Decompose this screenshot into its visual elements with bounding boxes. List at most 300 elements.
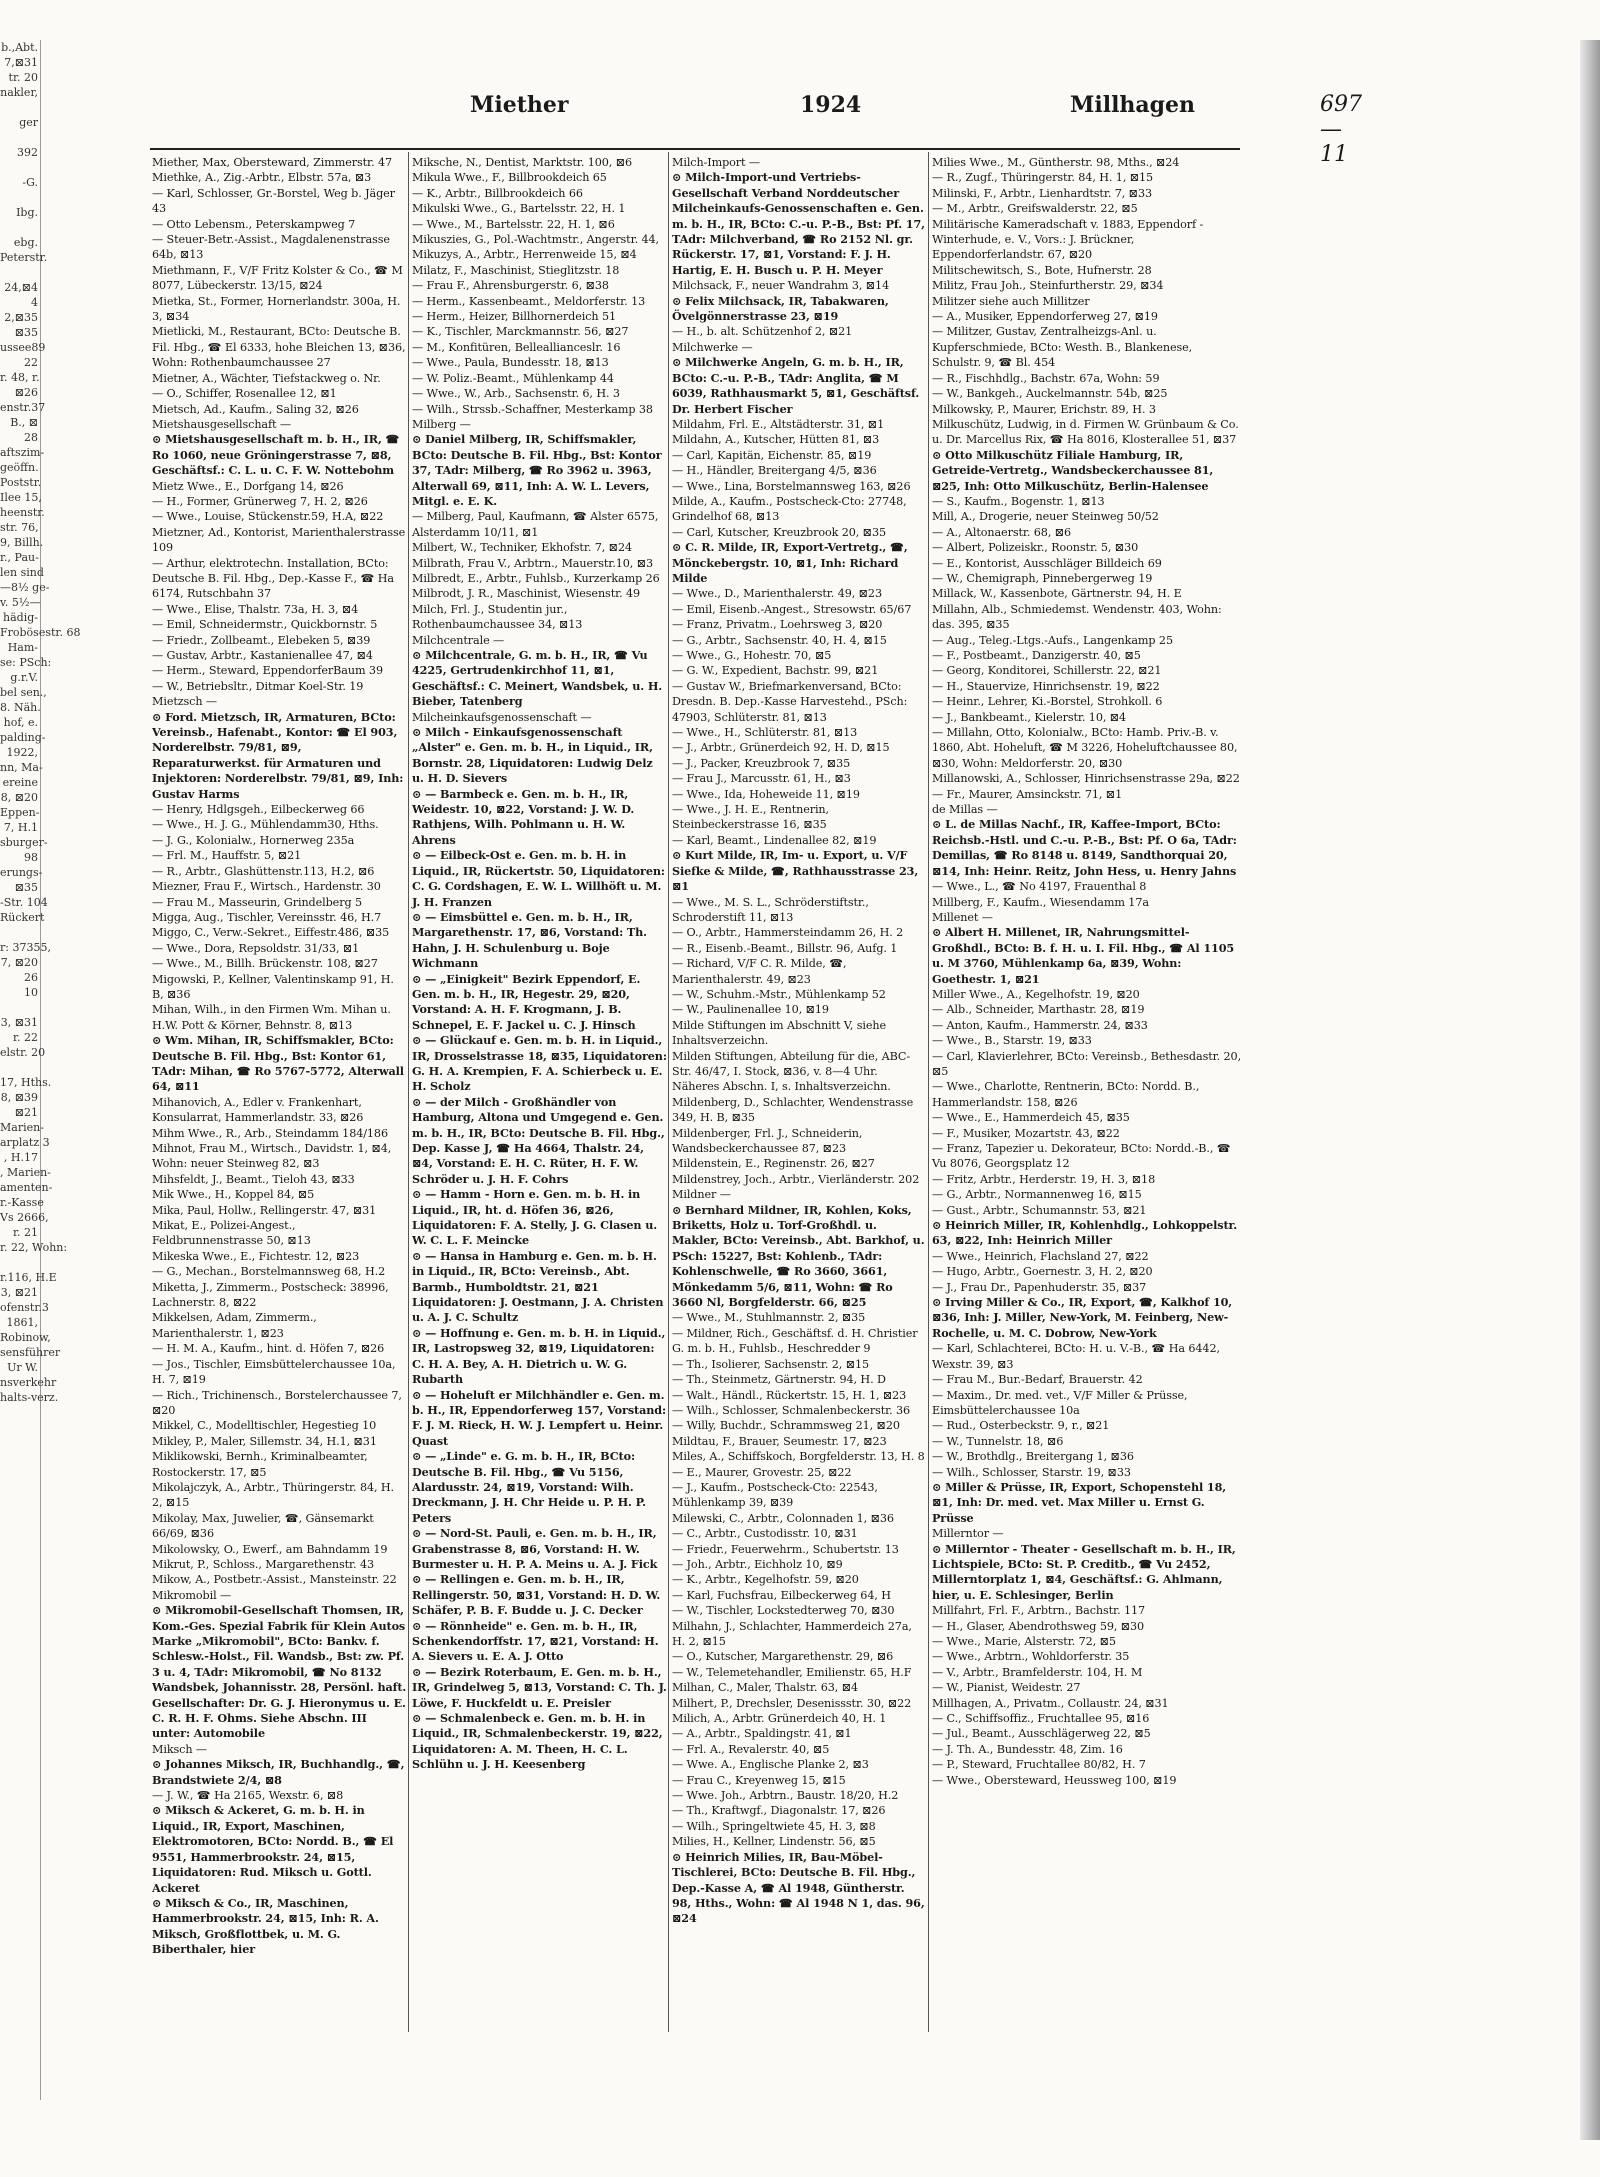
directory-entry: — J., Frau Dr., Papenhuderstr. 35, ⊠37 xyxy=(932,1280,1147,1294)
directory-entry: — O., Kutscher, Margarethenstr. 29, ⊠6 xyxy=(672,1650,894,1664)
directory-entry: — W. Poliz.-Beamt., Mühlenkamp 44 xyxy=(412,371,614,385)
directory-entry: — Richard, V/F C. R. Milde, ☎, Marienthalerstr. 49, ⊠23 xyxy=(672,957,847,986)
edge-fragment: 8, ⊠39 xyxy=(0,1091,38,1104)
directory-entry: ⊙ — „Linde" e. G. m. b. H., IR, BCto: Deutsche B. Fil. Hbg., ☎ Vu 5156, Alardusstr. 24, ⊠19, Vorstand: Wilh. Dreckmann, J. H. Chr Heide u. P. H. P. Peters xyxy=(412,1449,646,1525)
directory-entry: — W., Bankgeh., Auckelmannstr. 54b, ⊠25 xyxy=(932,387,1168,401)
directory-entry: Miezner, Frau F., Wirtsch., Hardenstr. 30 xyxy=(152,880,381,894)
edge-fragment: 7, ⊠20 xyxy=(0,956,38,969)
directory-entry: — Frau M., Bur.-Bedarf, Brauerstr. 42 xyxy=(932,1373,1143,1387)
directory-entry: — W., Betriebsltr., Ditmar Koel-Str. 19 xyxy=(152,679,364,693)
directory-entry: — Maxim., Dr. med. vet., V/F Miller & Prüsse, Eimsbüttelerchaussee 10a xyxy=(932,1388,1188,1417)
directory-entry: ⊙ C. R. Milde, IR, Export-Vertretg., ☎, Mönckebergstr. 10, ⊠1, Inh: Richard Milde xyxy=(672,540,908,585)
edge-fragment: v. 5½— xyxy=(0,596,41,609)
edge-fragment: 9, Billh. xyxy=(0,536,44,549)
directory-entry: — F., Postbeamt., Danzigerstr. 40, ⊠5 xyxy=(932,649,1141,662)
edge-fragment: nakler, xyxy=(0,86,38,99)
edge-fragment: 4 xyxy=(31,296,38,309)
directory-entry: — K., Arbtr., Kegelhofstr. 59, ⊠20 xyxy=(672,1573,859,1587)
directory-entry: — P., Steward, Fruchtallee 80/82, H. 7 xyxy=(932,1758,1146,1772)
directory-entry: Miether, Max, Obersteward, Zimmerstr. 47 xyxy=(152,156,393,169)
directory-entry: — W., Pianist, Weidestr. 27 xyxy=(932,1681,1081,1695)
directory-entry: ⊙ — Rellingen e. Gen. m. b. H., IR, Rellingerstr. 50, ⊠31, Vorstand: H. D. W. Schäfer, P. B. F. Budde u. J. C. Decker xyxy=(412,1572,661,1618)
header-rule xyxy=(150,148,1240,150)
directory-entry: — V., Arbtr., Bramfelderstr. 104, H. M xyxy=(932,1665,1143,1679)
directory-entry: — Wwe., Obersteward, Heussweg 100, ⊠19 xyxy=(932,1773,1177,1787)
directory-entry: — Steuer-Betr.-Assist., Magdalenenstrasse 64b, ⊠13 xyxy=(152,233,390,262)
directory-entry: — Wwe., D., Marienthalerstr. 49, ⊠23 xyxy=(672,587,882,601)
edge-fragment: 7,⊠31 xyxy=(4,56,38,69)
edge-fragment: heenstr. xyxy=(0,506,45,519)
directory-entry: — Wilh., Strssb.-Schaffner, Mesterkamp 38 xyxy=(412,402,653,416)
directory-entry: — H., Stauervize, Hinrichsenstr. 19, ⊠22 xyxy=(932,679,1160,693)
directory-entry: — H., Glaser, Abendrothsweg 59, ⊠30 xyxy=(932,1619,1145,1633)
directory-entry: Mihm Wwe., R., Arb., Steindamm 184/186 xyxy=(152,1126,388,1140)
directory-entry: ⊙ — Eilbeck-Ost e. Gen. m. b. H. in Liquid., IR, Rückertstr. 50, Liquidatoren: C. G. Cordshagen, E. W. L. Willhöft u. M. J. H. Franzen xyxy=(412,848,665,909)
edge-fragment: ussee89 xyxy=(0,341,46,354)
directory-entry: — Wwe., J. H. E., Rentnerin, Steinbeckerstrasse 16, ⊠35 xyxy=(672,803,829,832)
directory-entry: — Wwe., M. S. L., Schröderstiftstr., Schroderstift 11, ⊠13 xyxy=(672,895,869,924)
edge-fragment: B., ⊠ xyxy=(10,416,38,429)
directory-entry: Mildahn, A., Kutscher, Hütten 81, ⊠3 xyxy=(672,433,880,447)
edge-fragment xyxy=(0,130,40,145)
edge-fragment: 7, H.1 xyxy=(3,821,38,834)
directory-entry: — A., Altonaerstr. 68, ⊠6 xyxy=(932,525,1072,539)
directory-entry: — Karl, Schlachterei, BCto: H. u. V.-B., ☎ Ha 6442, Wexstr. 39, ⊠3 xyxy=(932,1342,1220,1371)
edge-fragment: r.116, H.E xyxy=(0,1271,57,1284)
directory-entry: Miksche, N., Dentist, Marktstr. 100, ⊠6 xyxy=(412,156,632,169)
directory-entry: ⊙ Milchcentrale, G. m. b. H., IR, ☎ Vu 4225, Gertrudenkirchhof 11, ⊠1, Geschäftsf.: C. Meinert, Wandsbek, u. H. Bieber, Tatenberg xyxy=(412,648,663,709)
page-number: 697—11 xyxy=(1320,92,1362,167)
directory-entry: Milatz, F., Maschinist, Stieglitzstr. 18 xyxy=(412,263,620,277)
directory-entry: ⊙ Wm. Mihan, IR, Schiffsmakler, BCto: Deutsche B. Fil. Hbg., Bst: Kontor 61, TAdr: Mihan, ☎ Ro 5767-5772, Alterwall 64, ⊠11 xyxy=(152,1033,404,1094)
edge-fragment: ereine xyxy=(2,776,38,789)
directory-entry: — Carl, Klavierlehrer, BCto: Vereinsb., Bethesdastr. 20, ⊠5 xyxy=(932,1049,1242,1078)
previous-page-edge xyxy=(0,40,81,2100)
directory-entry: Miksch — xyxy=(152,1742,207,1756)
edge-fragment: -Str. 104 xyxy=(0,896,48,909)
directory-entry: ⊙ Daniel Milberg, IR, Schiffsmakler, BCto: Deutsche B. Fil. Hbg., Bst: Kontor 37, TAdr: Milberg, ☎ Ro 3962 u. 3963, Alterwall 69, ⊠11, Inh: A. W. L. Levers, Mitgl. e. E. K. xyxy=(412,432,662,508)
directory-entry: ⊙ — Nord-St. Pauli, e. Gen. m. b. H., IR, Grabenstrasse 8, ⊠6, Vorstand: H. W. Burmester u. H. P. A. Meins u. A. J. Fick xyxy=(412,1526,658,1571)
directory-entry: Migga, Aug., Tischler, Vereinsstr. 46, H.7 xyxy=(152,910,382,924)
directory-entry: — Otto Lebensm., Peterskampweg 7 xyxy=(152,217,356,231)
edge-fragment: ⊠35 xyxy=(14,881,38,894)
directory-entry: — M., Konfitüren, Belleallianceslr. 16 xyxy=(412,340,621,354)
directory-entry: — Militzer, Gustav, Zentralheizgs-Anl. u. Kupferschmiede, BCto: Westh. B., Blankenese, Schulstr. 9, ☎ Bl. 454 xyxy=(932,325,1193,370)
directory-entry: — Wwe., W., Arb., Sachsenstr. 6, H. 3 xyxy=(412,387,620,401)
directory-column-2 xyxy=(412,155,667,2030)
directory-entry: — Heinr., Lehrer, Ki.-Borstel, Strohkoll. 6 xyxy=(932,695,1163,709)
directory-entry: — H., b. alt. Schützenhof 2, ⊠21 xyxy=(672,325,853,339)
directory-entry: Mikolajczyk, A., Arbtr., Thüringerstr. 84, H. 2, ⊠15 xyxy=(152,1480,395,1510)
edge-fragment: hof, e. xyxy=(3,716,38,729)
directory-entry: — Fr., Maurer, Amsinckstr. 71, ⊠1 xyxy=(932,787,1123,801)
directory-entry: Milde Stiftungen im Abschnitt V, siehe Inhaltsverzeichn. xyxy=(672,1018,887,1048)
directory-entry: — K., Arbtr., Billbrookdeich 66 xyxy=(412,186,583,200)
directory-entry: Milchcentrale — xyxy=(412,633,505,647)
edge-fragment: ⊠26 xyxy=(14,386,38,399)
edge-fragment: —8½ ge- xyxy=(0,581,50,594)
scan-edge-shadow xyxy=(1580,40,1600,2140)
directory-entry: Milch, Frl. J., Studentin jur., Rothenbaumchaussee 34, ⊠13 xyxy=(412,602,583,632)
directory-entry: — Wwe., Elise, Thalstr. 73a, H. 3, ⊠4 xyxy=(152,602,359,616)
edge-fragment: aftszim- xyxy=(0,446,45,459)
directory-entry: Millberg, F., Kaufm., Wiesendamm 17a xyxy=(932,895,1149,909)
edge-fragment: g.r.V. xyxy=(10,671,38,684)
directory-entry: — Wwe. A., Englische Planke 2, ⊠3 xyxy=(672,1758,869,1772)
edge-fragment xyxy=(0,1000,40,1015)
directory-entry: Milies Wwe., M., Güntherstr. 98, Mths., ⊠24 xyxy=(932,156,1180,169)
directory-entry: — Wwe., Lina, Borstelmannsweg 163, ⊠26 xyxy=(672,479,911,493)
directory-entry: ⊙ Felix Milchsack, IR, Tabakwaren, Övelgönnerstrasse 23, ⊠19 xyxy=(672,293,889,324)
edge-fragment: ⊠35 xyxy=(14,326,38,339)
directory-entry: — G., Arbtr., Normannenweg 16, ⊠15 xyxy=(932,1188,1142,1202)
directory-entry: ⊙ L. de Millas Nachf., IR, Kaffee-Import, BCto: Reichsb.-Hstl. und C.-u. P.-B., Bst: Pf. O 6a, TAdr: Demillas, ☎ Ro 8148 u. 8149, Sandthorquai 20, ⊠14, Inh: Heinr. Reitz, John Hess, u. Henry Jahns xyxy=(932,817,1237,878)
directory-column-3 xyxy=(672,155,927,2030)
directory-entry: ⊙ Milch - Einkaufsgenossenschaft „Alster" e. Gen. m. b. H., in Liquid., IR, Bornstr. 28, Liquidatoren: Ludwig Delz u. H. D. Sievers xyxy=(412,725,653,786)
directory-entry: — Wwe., Paula, Bundesstr. 18, ⊠13 xyxy=(412,356,609,370)
directory-entry: Mihan, Wilh., in den Firmen Wm. Mihan u. H.W. Pott & Körner, Behnstr. 8, ⊠13 xyxy=(152,1003,391,1032)
directory-entry: Milbrodt, J. R., Maschinist, Wiesenstr. 49 xyxy=(412,587,641,601)
directory-entry: — Herm., Heizer, Billhornerdeich 51 xyxy=(412,310,616,324)
directory-entry: — Fritz, Arbtr., Herderstr. 19, H. 3, ⊠18 xyxy=(932,1172,1156,1186)
directory-entry: Mik Wwe., H., Koppel 84, ⊠5 xyxy=(152,1188,315,1202)
directory-entry: — Herm., Kassenbeamt., Meldorferstr. 13 xyxy=(412,294,646,308)
directory-entry: Milbert, W., Techniker, Ekhofstr. 7, ⊠24 xyxy=(412,541,632,555)
directory-entry: ⊙ Milch-Import-und Vertriebs-Gesellschaft Verband Norddeutscher Milcheinkaufs-Genossenschaften e. Gen. m. b. H., IR, BCto: C.-u. P.-B., Bst: Pf. 17, TAdr: Milchverband, ☎ Ro 2152 Nl. gr. Rückerstr. 17, ⊠1, Vorstand: F. J. H. Hartig, E. H. Busch u. P. H. Meyer xyxy=(672,170,925,277)
directory-entry: — Th., Kraftwgf., Diagonalstr. 17, ⊠26 xyxy=(672,1804,886,1818)
directory-entry: — Rich., Trichinensch., Borstelerchaussee 7, ⊠20 xyxy=(152,1388,402,1417)
directory-entry: — C., Arbtr., Custodisstr. 10, ⊠31 xyxy=(672,1527,858,1541)
directory-entry: ⊙ Kurt Milde, IR, Im- u. Export, u. V/F Siefke & Milde, ☎, Rathhausstrasse 23, ⊠1 xyxy=(672,848,919,894)
directory-entry: Millack, W., Kassenbote, Gärtnerstr. 94, H. E xyxy=(932,587,1182,601)
edge-fragment: palding- xyxy=(0,731,46,744)
directory-entry: Milhahn, J., Schlachter, Hammerdeich 27a, H. 2, ⊠15 xyxy=(672,1619,912,1648)
column-divider xyxy=(928,152,929,2032)
directory-entry: — Karl, Schlosser, Gr.-Borstel, Weg b. Jäger 43 xyxy=(152,186,395,216)
directory-entry: Mildtau, F., Brauer, Seumestr. 17, ⊠23 xyxy=(672,1434,887,1448)
directory-entry: — G. W., Expedient, Bachstr. 99, ⊠21 xyxy=(672,664,879,678)
directory-entry: — Karl, Beamt., Lindenallee 82, ⊠19 xyxy=(672,833,877,847)
directory-entry: — Albert, Polizeiskr., Roonstr. 5, ⊠30 xyxy=(932,541,1139,555)
directory-entry: — O., Schiffer, Rosenallee 12, ⊠1 xyxy=(152,387,337,401)
directory-entry: Mikrut, P., Schloss., Margarethenstr. 43 xyxy=(152,1557,375,1571)
edge-fragment: nsverkehr xyxy=(0,1376,57,1389)
column-divider xyxy=(408,152,409,2032)
directory-entry: — H., Former, Grünerweg 7, H. 2, ⊠26 xyxy=(152,494,368,508)
edge-fragment: 98 xyxy=(24,851,38,864)
directory-entry: ⊙ — Hoheluft er Milchhändler e. Gen. m. b. H., IR, Eppendorferweg 157, Vorstand: F. J. M. Rieck, H. W. J. Lempfert u. Heinr. Quast xyxy=(412,1387,667,1448)
directory-entry: — Frl. M., Hauffstr. 5, ⊠21 xyxy=(152,849,302,863)
directory-entry: — W., Brothdlg., Breitergang 1, ⊠36 xyxy=(932,1450,1134,1464)
edge-fragment: halts-verz. xyxy=(0,1391,59,1404)
directory-entry: Milden Stiftungen, Abteilung für die, ABC-Str. 46/47, I. Stock, ⊠36, v. 8—4 Uhr. Näheres Abschn. I, s. Inhaltsverzeichn. xyxy=(672,1049,911,1094)
directory-entry: Miller Wwe., A., Kegelhofstr. 19, ⊠20 xyxy=(932,987,1140,1001)
directory-entry: Mietlicki, M., Restaurant, BCto: Deutsche B. Fil. Hbg., ☎ El 6333, hohe Bleichen 13, ⊠36, Wohn: Rothenbaumchaussee 27 xyxy=(152,325,406,370)
edge-fragment: r. 22 xyxy=(12,1031,38,1044)
directory-entry: Mietshausgesellschaft — xyxy=(152,417,291,431)
directory-entry: — G., Arbtr., Sachsenstr. 40, H. 4, ⊠15 xyxy=(672,633,887,647)
directory-entry: Millhagen, A., Privatm., Collaustr. 24, ⊠31 xyxy=(932,1696,1169,1710)
directory-entry: Mikat, E., Polizei-Angest., Feldbrunnenstrasse 50, ⊠13 xyxy=(152,1219,311,1248)
column-divider xyxy=(668,152,669,2032)
directory-entry: — A., Arbtr., Spaldingstr. 41, ⊠1 xyxy=(672,1727,852,1741)
edge-fragment xyxy=(0,220,40,235)
directory-entry: Mikuzys, A., Arbtr., Herrenweide 15, ⊠4 xyxy=(412,248,637,262)
directory-entry: Mikula Wwe., F., Billbrookdeich 65 xyxy=(412,171,607,185)
edge-fragment: Marien- xyxy=(0,1121,44,1134)
directory-entry: — Wwe. Joh., Arbtrn., Baustr. 18/20, H.2 xyxy=(672,1789,899,1803)
directory-entry: — Jul., Beamt., Ausschlägerweg 22, ⊠5 xyxy=(932,1727,1151,1741)
directory-entry: Milhert, P., Drechsler, Desenissstr. 30, ⊠22 xyxy=(672,1696,912,1710)
directory-entry: — J. G., Kolonialw., Hornerweg 235a xyxy=(152,833,355,847)
edge-fragment: Rückert xyxy=(0,911,45,924)
edge-fragment: tr. 20 xyxy=(8,71,38,84)
directory-entry: Millahn, Alb., Schmiedemst. Wendenstr. 403, Wohn: das. 395, ⊠35 xyxy=(932,602,1222,632)
directory-entry: — W., Tischler, Lockstedterweg 70, ⊠30 xyxy=(672,1604,895,1618)
directory-entry: Mikulski Wwe., G., Bartelsstr. 22, H. 1 xyxy=(412,202,626,216)
directory-entry: Mikeska Wwe., E., Fichtestr. 12, ⊠23 xyxy=(152,1249,360,1263)
directory-entry: Miketta, J., Zimmerm., Postscheck: 38996, Lachnerstr. 8, ⊠22 xyxy=(152,1280,389,1310)
directory-entry: Milchsack, F., neuer Wandrahm 3, ⊠14 xyxy=(672,279,890,293)
edge-fragment: 24,⊠4 xyxy=(4,281,38,294)
edge-fragment: r. 22, Wohn: xyxy=(0,1241,68,1254)
directory-entry: Mietsch, Ad., Kaufm., Saling 32, ⊠26 xyxy=(152,402,359,416)
edge-fragment: Peterstr. xyxy=(0,251,48,264)
edge-fragment: 10 xyxy=(24,986,38,999)
directory-entry: — Carl, Kapitän, Eichenstr. 85, ⊠19 xyxy=(672,448,872,462)
directory-entry: ⊙ — Glückauf e. Gen. m. b. H. in Liquid., IR, Drosselstrasse 18, ⊠35, Liquidatoren: G. H. A. Krempien, F. A. Schierbeck u. E. H. Scholz xyxy=(412,1033,667,1094)
edge-fragment: ⊠21 xyxy=(14,1106,38,1119)
edge-fragment: bel sen., xyxy=(0,686,47,699)
edge-fragment: r. 21 xyxy=(12,1226,38,1239)
directory-entry: Milberg — xyxy=(412,417,471,431)
directory-entry: Milch-Import — xyxy=(672,156,760,169)
directory-entry: ⊙ — Hansa in Hamburg e. Gen. m. b. H. in Liquid., IR, BCto: Vereinsb., Abt. Barmb., Humboldtstr. 21, ⊠21 Liquidatoren: J. Oestmann, J. A. Christen u. A. J. C. Schultz xyxy=(412,1248,664,1325)
directory-entry: — Georg, Konditorei, Schillerstr. 22, ⊠21 xyxy=(932,664,1162,678)
edge-fragment: nn, Ma- xyxy=(0,761,43,774)
edge-fragment xyxy=(0,100,40,115)
edge-fragment: 3, ⊠31 xyxy=(0,1016,38,1029)
header-last-name: Millhagen xyxy=(1070,92,1196,118)
directory-entry: ⊙ — Barmbeck e. Gen. m. b. H., IR, Weidestr. 10, ⊠22, Vorstand: J. W. D. Rathjens, Wilh. Pohlmann u. H. W. Ahrens xyxy=(412,786,635,847)
directory-entry: ⊙ Mietshausgesellschaft m. b. H., IR, ☎ Ro 1060, neue Gröningerstrasse 7, ⊠8, Geschäftsf.: C. L. u. C. F. W. Nottebohm xyxy=(152,432,400,478)
directory-entry: Militärische Kameradschaft v. 1883, Eppendorf - Winterhude, e. V., Vors.: J. Brückner, Eppendorferlandstr. 67, ⊠20 xyxy=(932,217,1204,262)
directory-entry: — R., Zugf., Thüringerstr. 84, H. 1, ⊠15 xyxy=(932,171,1154,185)
edge-fragment: 8, ⊠20 xyxy=(0,791,38,804)
directory-entry: Millfahrt, Frl. F., Arbtrn., Bachstr. 117 xyxy=(932,1604,1146,1618)
edge-fragment: -G. xyxy=(22,176,38,189)
directory-entry: — W., Tunnelstr. 18, ⊠6 xyxy=(932,1434,1064,1448)
directory-entry: Mihanovich, A., Edler v. Frankenhart, Konsularrat, Hammerlandstr. 33, ⊠26 xyxy=(152,1095,364,1125)
directory-entry: — R., Arbtr., Glashüttenstr.113, H.2, ⊠6 xyxy=(152,864,375,878)
directory-entry: Mihsfeldt, J., Beamt., Tieloh 43, ⊠33 xyxy=(152,1172,355,1186)
directory-entry: Milich, A., Arbtr. Grünerdeich 40, H. 1 xyxy=(672,1712,887,1726)
edge-fragment xyxy=(0,265,40,280)
directory-entry: — Carl, Kutscher, Kreuzbrook 20, ⊠35 xyxy=(672,525,886,539)
edge-fragment: Ham- xyxy=(7,641,38,654)
edge-fragment: r. 48, r. xyxy=(0,371,40,384)
directory-entry: Milinski, F., Arbtr., Lienhardtstr. 7, ⊠33 xyxy=(932,186,1152,200)
directory-entry: — E., Kontorist, Ausschläger Billdeich 69 xyxy=(932,556,1162,570)
directory-entry: Millanowski, A., Schlosser, Hinrichsenstrasse 29a, ⊠22 xyxy=(932,772,1240,786)
edge-fragment xyxy=(0,1060,40,1075)
directory-entry: — J., Arbtr., Grünerdeich 92, H. D, ⊠15 xyxy=(672,741,890,755)
directory-entry: — Wwe., H., Schlüterstr. 81, ⊠13 xyxy=(672,726,858,740)
directory-entry: ⊙ Mikromobil-Gesellschaft Thomsen, IR, Kom.-Ges. Spezial Fabrik für Klein Autos Marke „Mikromobil", BCto: Bankv. f. Schlesw.-Holst., Fil. Wandsb., Bst: zw. Pf. 3 u. 4, TAdr: Mikromobil, ☎ No 8132 Wandsbek, Johannisstr. 28, Persönl. haft. Gesellschafter: Dr. G. J. Hieronymus u. E. C. R. H. F. Ohms. Siehe Abschn. III unter: Automobile xyxy=(152,1603,407,1741)
directory-entry: Millerntor — xyxy=(932,1527,1004,1541)
directory-entry: — Wwe., E., Hammerdeich 45, ⊠35 xyxy=(932,1111,1130,1125)
directory-entry: — Wilh., Schlosser, Schmalenbeckerstr. 36 xyxy=(672,1403,911,1417)
directory-entry: Milde, A., Kaufm., Postscheck-Cto: 27748, Grindelhof 68, ⊠13 xyxy=(672,494,907,524)
directory-entry: — Milberg, Paul, Kaufmann, ☎ Alster 6575, Alsterdamm 10/11, ⊠1 xyxy=(412,510,659,539)
directory-entry: — Alb., Schneider, Marthastr. 28, ⊠19 xyxy=(932,1003,1145,1017)
directory-entry: — W., Telemetehandler, Emilienstr. 65, H.F xyxy=(672,1665,912,1679)
directory-entry: ⊙ — Schmalenbeck e. Gen. m. b. H. in Liquid., IR, Schmalenbeckerstr. 19, ⊠22, Liquidatoren: A. M. Theen, H. C. L. Schlühn u. J. H. Keesenberg xyxy=(412,1711,663,1772)
edge-fragment xyxy=(0,190,40,205)
directory-entry: Miethke, A., Zig.-Arbtr., Elbstr. 57a, ⊠3 xyxy=(152,171,372,185)
directory-entry: Mikolowsky, O., Ewerf., am Bahndamm 19 xyxy=(152,1542,388,1556)
directory-entry: — Wwe., M., Billh. Brückenstr. 108, ⊠27 xyxy=(152,957,378,971)
directory-entry: — C., Schiffsoffiz., Fruchtallee 95, ⊠16 xyxy=(932,1712,1150,1726)
edge-fragment: Ur W. xyxy=(7,1361,38,1374)
directory-entry: ⊙ Otto Milkuschütz Filiale Hamburg, IR, Getreide-Vertretg., Wandsbeckerchaussee 81, ⊠25, Inh: Otto Milkuschütz, Berlin-Halensee xyxy=(932,447,1214,493)
directory-entry: — Wwe., Heinrich, Flachsland 27, ⊠22 xyxy=(932,1249,1149,1263)
edge-fragment: b.,Abt. xyxy=(1,41,38,54)
directory-entry: Millenet — xyxy=(932,910,993,924)
directory-entry: — W., Schuhm.-Mstr., Mühlenkamp 52 xyxy=(672,987,886,1001)
header-first-name: Miether xyxy=(470,92,569,118)
edge-fragment: 2,⊠35 xyxy=(4,311,38,324)
directory-entry: ⊙ Heinrich Milies, IR, Bau-Möbel-Tischlerei, BCto: Deutsche B. Fil. Hbg., Dep.-Kasse A, ☎ Al 1948, Güntherstr. 98, Hths., Wohn: ☎ Al 1948 N 1, das. 96, ⊠24 xyxy=(672,1849,925,1926)
directory-entry: Mika, Paul, Hollw., Rellingerstr. 47, ⊠31 xyxy=(152,1203,377,1217)
directory-entry: — Wwe., L., ☎ No 4197, Frauenthal 8 xyxy=(932,880,1147,894)
directory-entry: Mikkel, C., Modelltischler, Hegestieg 10 xyxy=(152,1419,377,1433)
directory-entry: Mill, A., Drogerie, neuer Steinweg 50/52 xyxy=(932,510,1159,524)
directory-column-4 xyxy=(932,155,1242,2030)
directory-entry: Milkuschütz, Ludwig, in d. Firmen W. Grünbaum & Co. u. Dr. Marcellus Rix, ☎ Ha 8016, Klosterallee 51, ⊠37 xyxy=(932,417,1239,447)
edge-fragment: 28 xyxy=(24,431,38,444)
directory-entry: — Wwe., M., Stuhlmannstr. 2, ⊠35 xyxy=(672,1311,866,1325)
directory-entry: — Wwe., G., Hohestr. 70, ⊠5 xyxy=(672,649,832,662)
directory-entry: — W., Chemigraph, Pinnebergerweg 19 xyxy=(932,571,1153,585)
directory-entry: — Hugo, Arbtr., Goernestr. 3, H. 2, ⊠20 xyxy=(932,1265,1153,1279)
edge-fragment: amenten- xyxy=(0,1181,53,1194)
edge-fragment: Poststr. xyxy=(0,476,42,489)
directory-entry: Mietner, A., Wächter, Tiefstackweg o. Nr. xyxy=(152,371,381,385)
edge-fragment: erungs- xyxy=(0,866,43,879)
directory-entry: — Emil, Eisenb.-Angest., Stresowstr. 65/67 xyxy=(672,602,912,616)
edge-fragment: str. 76, xyxy=(0,521,39,534)
directory-entry: Mikromobil — xyxy=(152,1588,232,1602)
edge-fragment: 22 xyxy=(24,356,38,369)
directory-entry: — Anton, Kaufm., Hammerstr. 24, ⊠33 xyxy=(932,1018,1148,1032)
directory-entry: — Wwe., Dora, Repsoldstr. 31/33, ⊠1 xyxy=(152,941,360,955)
directory-entry: — Rud., Osterbeckstr. 9, r., ⊠21 xyxy=(932,1419,1110,1433)
edge-fragment: , H.17 xyxy=(3,1151,38,1164)
directory-entry: — O., Arbtr., Hammersteindamm 26, H. 2 xyxy=(672,926,904,940)
directory-column-1 xyxy=(152,155,407,2030)
edge-fragment: se: PSch: xyxy=(0,656,52,669)
directory-entry: — R., Eisenb.-Beamt., Billstr. 96, Aufg. 1 xyxy=(672,941,898,955)
edge-fragment xyxy=(0,160,40,175)
edge-fragment: hädig- xyxy=(3,611,38,624)
directory-entry: Mietz Wwe., E., Dorfgang 14, ⊠26 xyxy=(152,479,344,493)
directory-entry: Milewski, C., Arbtr., Colonnaden 1, ⊠36 xyxy=(672,1511,894,1525)
directory-entry: — J., Packer, Kreuzbrook 7, ⊠35 xyxy=(672,756,851,770)
directory-entry: ⊙ — Rönnheide" e. Gen. m. b. H., IR, Schenkendorffstr. 17, ⊠21, Vorstand: H. A. Sievers u. E. A. J. Otto xyxy=(412,1618,659,1664)
directory-entry: — Henry, Hdlgsgeh., Eilbeckerweg 66 xyxy=(152,803,365,817)
directory-entry: — Friedr., Feuerwehrm., Schubertstr. 13 xyxy=(672,1542,899,1556)
directory-entry: — Gust., Arbtr., Schumannstr. 53, ⊠21 xyxy=(932,1203,1147,1217)
directory-entry: ⊙ — Hoffnung e. Gen. m. b. H. in Liquid., IR, Lastropsweg 32, ⊠19, Liquidatoren: C. H. A. Bey, A. H. Dietrich u. W. G. Rubarth xyxy=(412,1325,666,1387)
header-year: 1924 xyxy=(800,92,862,118)
edge-fragment xyxy=(0,1255,40,1270)
directory-entry: — J., Bankbeamt., Kielerstr. 10, ⊠4 xyxy=(932,710,1127,724)
directory-entry: — R., Fischhdlg., Bachstr. 67a, Wohn: 59 xyxy=(932,371,1160,385)
directory-entry: — Wwe., Arbtrn., Wohldorferstr. 35 xyxy=(932,1650,1130,1664)
directory-entry: Mietzsch — xyxy=(152,695,217,709)
directory-entry: — J. Th. A., Bundesstr. 48, Zim. 16 xyxy=(932,1742,1123,1756)
edge-fragment: arplatz 3 xyxy=(0,1136,50,1149)
directory-entry: ⊙ Millerntor - Theater - Gesellschaft m. b. H., IR, Lichtspiele, BCto: St. P. Creditb., ☎ Vu 2452, Millerntorplatz 1, ⊠4, Geschäftsf.: G. Ahlmann, hier, u. E. Schlesinger, Berlin xyxy=(932,1541,1236,1602)
edge-fragment: Ilee 15, xyxy=(0,491,42,504)
directory-entry: — Frau C., Kreyenweg 15, ⊠15 xyxy=(672,1773,846,1787)
directory-entry: — Wilh., Springeltwiete 45, H. 3, ⊠8 xyxy=(672,1819,876,1833)
directory-entry: Militzer siehe auch Millitzer xyxy=(932,294,1090,308)
directory-entry: — Wwe., H. J. G., Mühlendamm30, Hths. xyxy=(152,818,379,832)
directory-entry: — E., Maurer, Grovestr. 25, ⊠22 xyxy=(672,1465,852,1479)
directory-entry: — Franz, Privatm., Loehrsweg 3, ⊠20 xyxy=(672,618,883,632)
edge-fragment: ofenstr.3 xyxy=(0,1301,49,1314)
directory-entry: — Frl. A., Revalerstr. 40, ⊠5 xyxy=(672,1742,830,1756)
directory-entry: — A., Musiker, Eppendorferweg 27, ⊠19 xyxy=(932,310,1158,324)
directory-entry: — Frau J., Marcusstr. 61, H., ⊠3 xyxy=(672,772,851,786)
directory-entry: — Herm., Steward, EppendorferBaum 39 xyxy=(152,664,383,678)
edge-fragment: ger xyxy=(19,116,38,129)
directory-entry: de Millas — xyxy=(932,803,998,817)
directory-entry: — Emil, Schneidermstr., Quickbornstr. 5 xyxy=(152,618,378,632)
directory-entry: — Frau F., Ahrensburgerstr. 6, ⊠38 xyxy=(412,279,609,293)
directory-entry: — Wwe., M., Bartelsstr. 22, H. 1, ⊠6 xyxy=(412,217,615,231)
edge-fragment: elstr. 20 xyxy=(0,1046,46,1059)
directory-entry: — W., Paulinenallee 10, ⊠19 xyxy=(672,1003,829,1017)
directory-entry: — S., Kaufm., Bogenstr. 1, ⊠13 xyxy=(932,494,1105,508)
directory-entry: ⊙ Heinrich Miller, IR, Kohlenhdlg., Lohkoppelstr. 63, ⊠22, Inh: Heinrich Miller xyxy=(932,1218,1238,1248)
directory-entry: Militz, Frau Joh., Steinfurtherstr. 29, ⊠34 xyxy=(932,279,1164,293)
directory-entry: Migowski, P., Kellner, Valentinskamp 91, H. B, ⊠36 xyxy=(152,972,394,1001)
directory-entry: — J. W., ☎ Ha 2165, Wexstr. 6, ⊠8 xyxy=(152,1789,344,1803)
directory-entry: ⊙ Bernhard Mildner, IR, Kohlen, Koks, Briketts, Holz u. Torf-Großhdl. u. Makler, BCto: Vereinsb., Abt. Barkhof, u. PSch: 15227, Bst: Kohlenb., TAdr: Kohlenschwelle, ☎ Ro 3660, 3661, Mönkedamm 5/6, ⊠11, Wohn: ☎ Ro 3660 Nl, Borgfelderstr. 66, ⊠25 xyxy=(672,1202,925,1310)
directory-entry: — Aug., Teleg.-Ltgs.-Aufs., Langenkamp 25 xyxy=(932,633,1173,647)
directory-entry: Mildenberg, D., Schlachter, Wendenstrasse 349, H. B, ⊠35 xyxy=(672,1095,914,1125)
directory-entry: — Walt., Händl., Rückertstr. 15, H. 1, ⊠23 xyxy=(672,1388,907,1402)
directory-entry: Mikow, A., Postbetr.-Assist., Mansteinstr. 22 xyxy=(152,1573,397,1587)
directory-entry: ⊙ Albert H. Millenet, IR, Nahrungsmittel-Großhdl., BCto: B. f. H. u. I. Fil. Hbg., ☎ Al 1105 u. M 3760, Mühlenkamp 6a, ⊠39, Wohn: Goethestr. 1, ⊠21 xyxy=(932,925,1235,986)
directory-entry: Mihnot, Frau M., Wirtsch., Davidstr. 1, ⊠4, Wohn: neuer Steinweg 82, ⊠3 xyxy=(152,1142,392,1171)
edge-fragment: Eppen- xyxy=(0,806,40,819)
directory-entry: — H., Händler, Breitergang 4/5, ⊠36 xyxy=(672,464,877,478)
directory-entry: ⊙ — „Einigkeit" Bezirk Eppendorf, E. Gen. m. b. H., IR, Hegestr. 29, ⊠20, Vorstand: A. H. F. Krogmann, J. B. Schnepel, E. F. Jackel u. C. J. Hinsch xyxy=(412,971,641,1032)
directory-entry: Milchwerke — xyxy=(672,340,753,354)
directory-entry: — Jos., Tischler, Eimsbüttelerchaussee 10a, H. 7, ⊠19 xyxy=(152,1357,396,1387)
directory-entry: — Wwe., Charlotte, Rentnerin, BCto: Nordd. B., Hammerlandstr. 158, ⊠26 xyxy=(932,1080,1200,1109)
edge-fragment: r: 37355, xyxy=(0,941,51,954)
directory-entry: Mildenberger, Frl. J., Schneiderin, Wandsbeckerchaussee 87, ⊠23 xyxy=(672,1126,863,1155)
directory-entry: Mietzner, Ad., Kontorist, Marienthalerstrasse 109 xyxy=(152,525,406,555)
directory-entry: ⊙ Ford. Mietzsch, IR, Armaturen, BCto: Vereinsb., Hafenabt., Kontor: ☎ El 903, Norderelbstr. 79/81, ⊠9, Reparaturwerkst. für Armaturen und Injektoren: Norderelbstr. 79/81, ⊠9, Inh: Gustav Harms xyxy=(152,709,404,801)
directory-entry: Mildenstrey, Joch., Arbtr., Vierländerstr. 202 xyxy=(672,1172,920,1186)
edge-fragment: 8. Näh. xyxy=(0,701,41,714)
